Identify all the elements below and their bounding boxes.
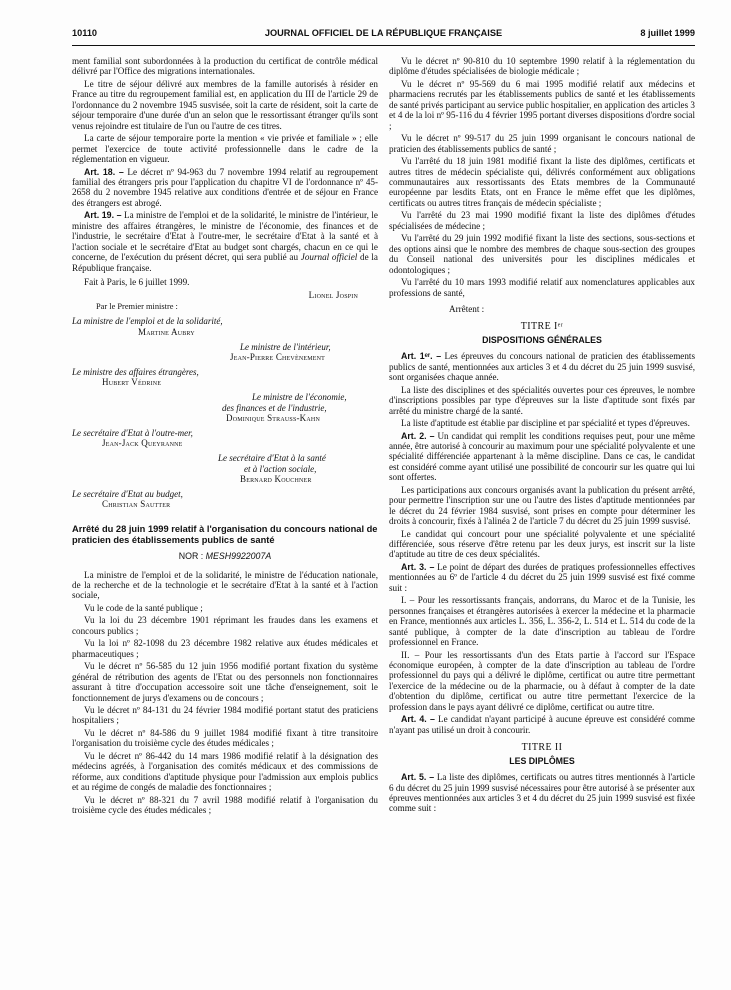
visa: Vu la loi nº 82-1098 du 23 décembre 1982 relative aux études médicales et pharmaceutiques ;	[72, 638, 378, 659]
decree-title: Arrêté du 28 juin 1999 relatif à l'organisation du concours national de praticien des établissements publics de santé	[72, 523, 378, 545]
signature-block: Le secrétaire d'Etat à la santé et à l'action sociale, Bernard Kouchner	[218, 452, 326, 485]
signature-block: Le ministre des affaires étrangères, Hubert Védrine	[72, 366, 199, 388]
paragraph: Le titre de séjour délivré aux membres de la famille autorisés à résider en France au titre du regroupement familial est, en application du III de l'article 29 de l'ordonnance du 2 novembre 1945 susvisée, soit la carte de résident, soit la carte de séjour temporaire d'une durée d'un an selon que le ressortissant étranger qu'ils sont venus rejoindre est titulaire de l'un ou l'autre de ces titres.	[72, 78, 378, 131]
visa: Vu l'arrêté du 18 juin 1981 modifié fixant la liste des diplômes, certificats et autres titres de médecin spécialiste qui, délivrés conformément aux obligations communautaires aux ressortissants des Etats membres de la Communauté européenne par lesdits Etats, ont en France le même effet que les diplômes, certificats ou autres titres français de médecin spécialiste ;	[389, 156, 695, 208]
titre-subheading: LES DIPLÔMES	[509, 755, 575, 766]
paragraph: La carte de séjour temporaire porte la mention « vie privée et familiale » ; elle permet l'exercice de toute activité professionnelle dans le cadre de la réglementation en vigueur.	[72, 133, 378, 165]
signature-block: Le ministre de l'économie, des finances et de l'industrie, Dominique Strauss-Kahn	[222, 391, 347, 424]
visa: Vu le décret nº 99-517 du 25 juin 1999 organisant le concours national de praticien des établissements publics de santé ;	[389, 133, 695, 154]
paragraph: II. – Pour les ressortissants d'un des Etats partie à l'accord sur l'Espace économique européen, à compter de la date d'inscription au tableau de l'ordre professionnel du pays qui a délivré le diplôme, certificat ou autre titre permettant l'exercice de la médecine ou de la pharmacie, ou à défaut à compter de la date d'obtention du diplôme, certificat ou autre titre permettant l'exercice de la profession dans le pays ayant délivré ce diplôme, certificat ou autre titre.	[389, 649, 695, 712]
titre-heading: TITRE Iᵉʳ	[520, 321, 564, 333]
issue-date: 8 juillet 1999	[640, 28, 695, 38]
visa: Vu le décret nº 56-585 du 12 juin 1956 modifié portant fixation du système général de rétribution des agents de l'Etat ou des personnels non fonctionnaires assurant à titre d'occupation accessoire soit une tâche d'enseignement, soit le fonctionnement de jurys d'examens ou de concours ;	[72, 661, 378, 703]
signature-pm: Lionel Jospin	[308, 289, 358, 300]
article-1: Art. 1ᵉʳ. – Les épreuves du concours national de praticien des établissements publics de santé, mentionnées aux articles 3 et 4 du décret du 25 juin 1999 susvisé, sont organisées chaque année.	[389, 351, 695, 383]
visa: Vu la loi du 23 décembre 1901 réprimant les fraudes dans les examens et concours publics ;	[72, 615, 378, 636]
article-label: Art. 18. –	[84, 166, 124, 177]
par-premier-ministre: Par le Premier ministre :	[96, 301, 178, 311]
left-column	[72, 56, 378, 986]
right-column	[389, 56, 695, 986]
signature-block: Le secrétaire d'Etat à l'outre-mer, Jean-Jack Queyranne	[72, 427, 193, 449]
signature-block: Le ministre de l'intérieur, Jean-Pierre Chevènement	[230, 341, 331, 363]
article-5: Art. 5. – La liste des diplômes, certificats ou autres titres mentionnés à l'article 6 du décret du 25 juin 1999 susvisé nécessaires pour être autorisé à se présenter aux épreuves mentionnées aux articles 3 et 4 du décret du 25 juin 1999 susvisé est fixée comme suit :	[389, 772, 695, 814]
paragraph: Les participations aux concours organisés avant la publication du présent arrêté, pour permettre l'inscription sur une ou l'autre des listes d'aptitude mentionnées par le décret du 24 février 1984 susvisé, sont prises en compte pour déterminer les droits à concourir, fixés à l'alinéa 2 de l'article 7 du décret du 25 juin 1999 susvisé.	[389, 484, 695, 527]
page-header	[72, 28, 695, 44]
visa: Vu le décret nº 95-569 du 6 mai 1995 modifié relatif aux médecins et pharmaciens recrutés par les établissements publics de santé et les établissements de santé privés participant au service public hospitalier, en application des articles 3 et 4 de la loi nº 95-116 du 4 février 1995 portant diverses dispositions d'ordre social ;	[389, 78, 695, 131]
header-rule	[72, 45, 695, 46]
article-label: Art. 1ᵉʳ. –	[401, 351, 442, 362]
article-2: Art. 2. – Un candidat qui remplit les conditions requises peut, pour une même année, être autorisé à concourir au maximum pour une spécialité polyvalente et une spécialité différenciée appartenant à la même discipline. Dans ce cas, le candidat est considéré comme ayant utilisé une possibilité de concourir sur les quatre qui lui sont offertes.	[389, 430, 695, 483]
paragraph: ment familial sont subordonnées à la production du certificat de contrôle médical délivré par l'Office des migrations internationales.	[72, 56, 378, 77]
visa: Vu le décret nº 86-442 du 14 mars 1986 modifié relatif à la désignation des médecins agréés, à l'organisation des comités médicaux et des commissions de réforme, aux conditions d'aptitude physique pour l'admission aux emplois publics et au régime de congés de maladie des fonctionnaires ;	[72, 750, 378, 793]
visa: Vu l'arrêté du 23 mai 1990 modifié fixant la liste des diplômes d'études spécialisées de médecine ;	[389, 210, 695, 231]
paragraph: Le candidat qui concourt pour une spécialité polyvalente et une spécialité différenciée, sous réserve d'être retenu par les deux jurys, est inscrit sur la liste d'aptitude au titre de ces deux spécialités.	[389, 528, 695, 560]
article-label: Art. 5. –	[401, 772, 435, 783]
titre-heading: TITRE II	[521, 742, 563, 754]
journal-title: JOURNAL OFFICIEL DE LA RÉPUBLIQUE FRANÇAISE	[264, 28, 503, 38]
visa: Vu l'arrêté du 10 mars 1993 modifié relatif aux nomenclatures applicables aux professions de santé,	[389, 277, 695, 298]
visa: Vu le code de la santé publique ;	[84, 602, 203, 613]
visa: Vu l'arrêté du 29 juin 1992 modifié fixant la liste des sections, sous-sections et des options ainsi que le nombre des membres de chaque sous-section des groupes du Conseil national des universités pour les disciplines médicales et odontologiques ;	[389, 233, 695, 275]
article-label: Art. 3. –	[401, 561, 435, 572]
article-label: Art. 2. –	[401, 430, 435, 441]
article-label: Art. 4. –	[401, 714, 435, 725]
signature-block: Le secrétaire d'Etat au budget, Christian Sautter	[72, 488, 183, 510]
arretent: Arrêtent :	[449, 303, 485, 314]
article-3: Art. 3. – Le point de départ des durées de pratiques professionnelles effectives mentionnées au 6º de l'article 4 du décret du 25 juin 1999 susvisé est fixé comme suit :	[389, 561, 695, 593]
visa: Vu le décret nº 84-131 du 24 février 1984 modifié portant statut des praticiens hospitaliers ;	[72, 705, 378, 726]
paragraph: La liste d'aptitude est établie par discipline et par spécialité et types d'épreuves.	[401, 418, 690, 429]
visa: Vu le décret nº 90-810 du 10 septembre 1990 relatif à la réglementation du diplôme d'études spécialisées de biologie médicale ;	[389, 56, 695, 77]
visa: Vu le décret nº 84-586 du 9 juillet 1984 modifié fixant à titre transitoire l'organisation du troisième cycle des études médicales ;	[72, 727, 378, 749]
signature-block: La ministre de l'emploi et de la solidarité, Martine Aubry	[72, 316, 223, 338]
titre-subheading: DISPOSITIONS GÉNÉRALES	[482, 334, 602, 345]
article-label: Art. 19. –	[84, 210, 122, 221]
paragraph: I. – Pour les ressortissants français, andorrans, du Maroc et de la Tunisie, les personnes françaises et étrangères autorisées à exercer la médecine et la pharmacie en France, mentionnés aux articles L. 356, L. 356-2, L. 514 et L. 514 du code de la santé publique, à compter de la date d'inscription au tableau de l'ordre professionnel en France.	[389, 595, 695, 648]
nor-reference: NOR : MESH9922007A	[178, 551, 272, 562]
article-4: Art. 4. – Le candidat n'ayant participé à aucune épreuve est considéré comme n'ayant pas utilisé un droit à concourir.	[389, 714, 695, 735]
journal-ref: Journal officiel	[300, 252, 358, 263]
paragraph: La ministre de l'emploi et de la solidarité, le ministre de l'éducation nationale, de la recherche et de la technologie et le secrétaire d'Etat à la santé et à l'action sociale,	[72, 569, 378, 601]
article-19: Art. 19. – La ministre de l'emploi et de la solidarité, le ministre de l'intérieur, le ministre des affaires étrangères, le ministre de l'économie, des finances et de l'industrie, le secrétaire d'Etat à l'outre-mer, le secrétaire d'Etat à la santé et à l'action sociale et le secrétaire d'Etat au budget sont chargés, chacun en ce qui le concerne, de l'exécution du présent décret, qui sera publié au Journal officiel de la République française.	[72, 210, 378, 273]
visa: Vu le décret nº 88-321 du 7 avril 1988 modifié relatif à l'organisation du troisième cycle des études médicales ;	[72, 794, 378, 816]
paragraph: La liste des disciplines et des spécialités ouvertes pour ces épreuves, le nombre d'inscriptions possibles par type d'épreuves sur la liste d'aptitude sont fixés par arrêté du ministre chargé de la santé.	[389, 384, 695, 416]
article-18: Art. 18. – Le décret nº 94-963 du 7 novembre 1994 relatif au regroupement familial des étrangers pris pour l'application du chapitre VI de l'ordonnance nº 45-2658 du 2 novembre 1945 relative aux conditions d'entrée et de séjour en France des étrangers est abrogé.	[72, 166, 378, 208]
page-number: 10110	[72, 28, 98, 38]
fait-a-paris: Fait à Paris, le 6 juillet 1999.	[84, 277, 190, 288]
